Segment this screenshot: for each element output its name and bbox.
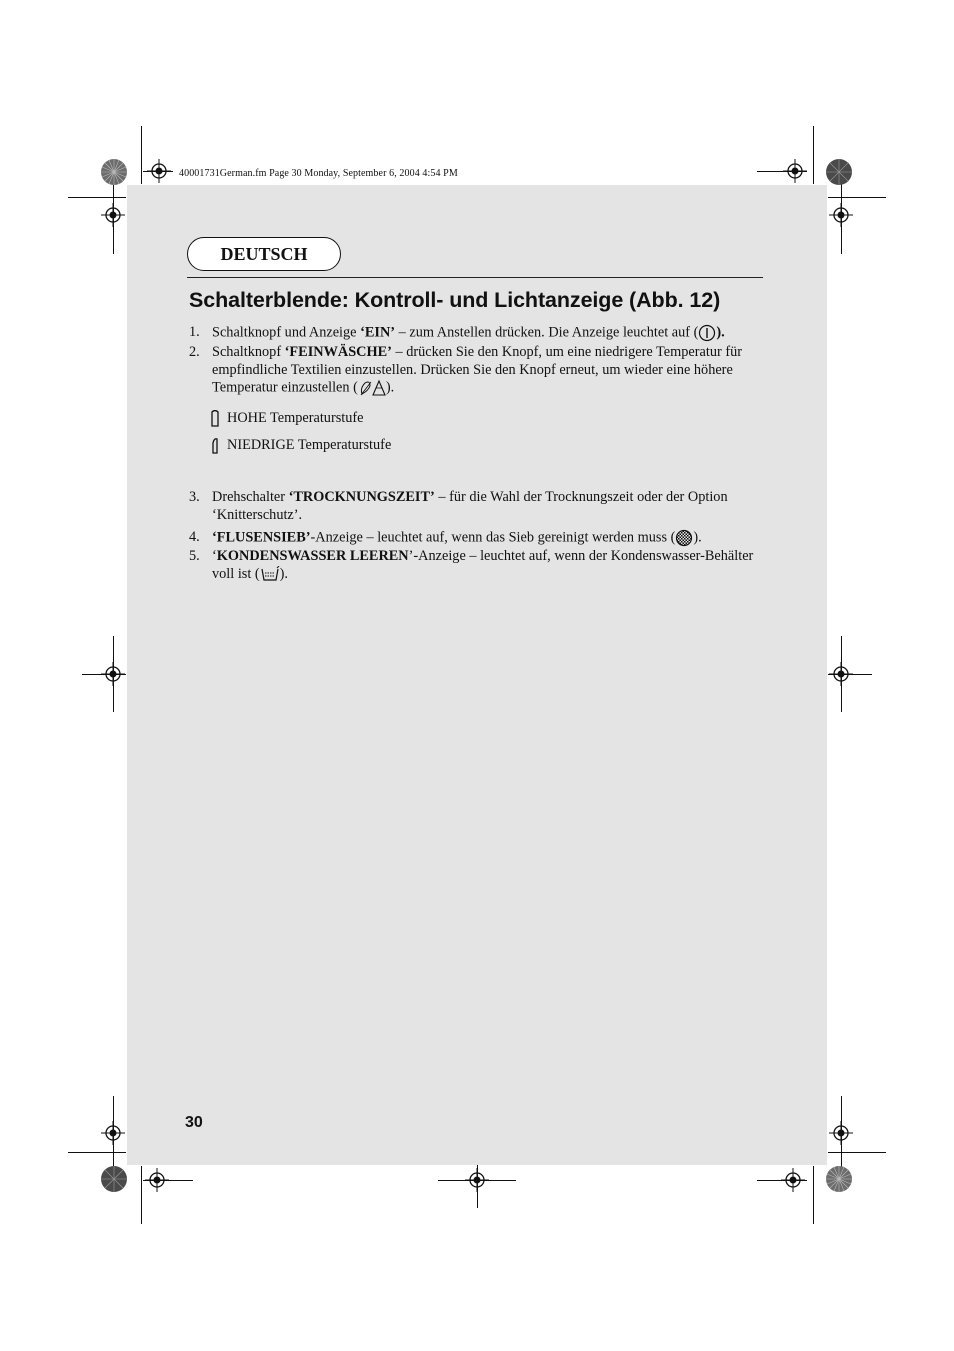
registration-mark-icon xyxy=(101,662,125,686)
temperature-high-row xyxy=(211,410,364,427)
list-item xyxy=(189,548,764,583)
list-item xyxy=(189,489,764,524)
page-number: 30 xyxy=(185,1114,203,1131)
title-rule xyxy=(187,277,763,278)
crop-line xyxy=(141,126,142,184)
item-number: 2. xyxy=(189,344,200,360)
item-text: ’-Anzeige – leuchtet auf, wenn der Kondenswasser-Behälter voll ist ( xyxy=(212,548,754,582)
registration-mark-icon xyxy=(465,1168,489,1192)
low-temperature-icon xyxy=(211,437,219,454)
crop-line xyxy=(828,197,886,198)
registration-mark-icon xyxy=(783,159,807,183)
registration-mark-icon xyxy=(147,159,171,183)
item-keyword: ‘EIN’ xyxy=(360,324,396,341)
item-keyword: ‘FLUSENSIEB’ xyxy=(212,529,311,546)
item-number: 1. xyxy=(189,324,200,340)
color-rosette-icon xyxy=(825,1165,853,1193)
language-tab: DEUTSCH xyxy=(187,237,341,271)
registration-mark-icon xyxy=(829,203,853,227)
item-text: – drücken Sie den Knopf, um eine niedrigere Temperatur für empfindliche Textilien einzustellen. Drücken Sie den Knopf erneut, um wieder eine höhere Temperatur einzustellen ( xyxy=(212,344,742,396)
item-end: ). xyxy=(279,565,289,582)
delicate-fabric-icon xyxy=(358,379,386,397)
item-text: – zum Anstellen drücken. Die Anzeige leuchtet auf ( xyxy=(395,324,699,341)
registration-mark-icon xyxy=(829,662,853,686)
power-icon xyxy=(698,324,716,342)
crop-line xyxy=(68,1152,126,1153)
temperature-label: HOHE Temperaturstufe xyxy=(227,410,364,426)
page-title: Schalterblende: Kontroll- und Lichtanzeige (Abb. 12) xyxy=(189,288,721,312)
crop-line xyxy=(141,1166,142,1224)
item-number: 3. xyxy=(189,489,200,505)
registration-mark-icon xyxy=(829,1121,853,1145)
lint-filter-icon xyxy=(675,529,693,547)
item-end: ). xyxy=(693,529,702,546)
color-rosette-icon xyxy=(825,158,853,186)
item-text: ‘ xyxy=(212,548,217,564)
file-info-header: 40001731German.fm Page 30 Monday, September 6, 2004 4:54 PM xyxy=(179,168,458,179)
item-end: ). xyxy=(385,379,395,396)
item-text: Schaltknopf xyxy=(212,344,285,360)
item-keyword: ‘FEINWÄSCHE’ xyxy=(284,344,392,360)
item-text: – für die Wahl der Trocknungszeit oder der Option ‘Knitterschutz’. xyxy=(212,489,728,523)
list-item xyxy=(189,324,764,342)
crop-line xyxy=(813,126,814,184)
water-container-icon xyxy=(260,566,280,582)
list-item xyxy=(189,529,764,547)
registration-mark-icon xyxy=(781,1168,805,1192)
color-rosette-icon xyxy=(100,158,128,186)
list-item xyxy=(189,344,764,397)
item-text: -Anzeige – leuchtet auf, wenn das Sieb gereinigt werden muss ( xyxy=(310,529,676,546)
item-number: 4. xyxy=(189,529,200,545)
item-keyword: KONDENSWASSER LEEREN xyxy=(216,548,409,564)
color-rosette-icon xyxy=(100,1165,128,1193)
registration-mark-icon xyxy=(101,203,125,227)
registration-mark-icon xyxy=(145,1168,169,1192)
high-temperature-icon xyxy=(211,410,219,427)
registration-mark-icon xyxy=(101,1121,125,1145)
crop-line xyxy=(68,197,126,198)
item-keyword: ‘TROCKNUNGSZEIT’ xyxy=(288,489,435,505)
item-end: ). xyxy=(716,324,725,341)
crop-line xyxy=(828,1152,886,1153)
item-text: Drehschalter xyxy=(212,489,289,505)
temperature-label: NIEDRIGE Temperaturstufe xyxy=(227,437,392,453)
item-text: Schaltknopf und Anzeige xyxy=(212,324,361,341)
temperature-low-row xyxy=(211,437,391,454)
item-number: 5. xyxy=(189,548,200,564)
crop-line xyxy=(813,1166,814,1224)
